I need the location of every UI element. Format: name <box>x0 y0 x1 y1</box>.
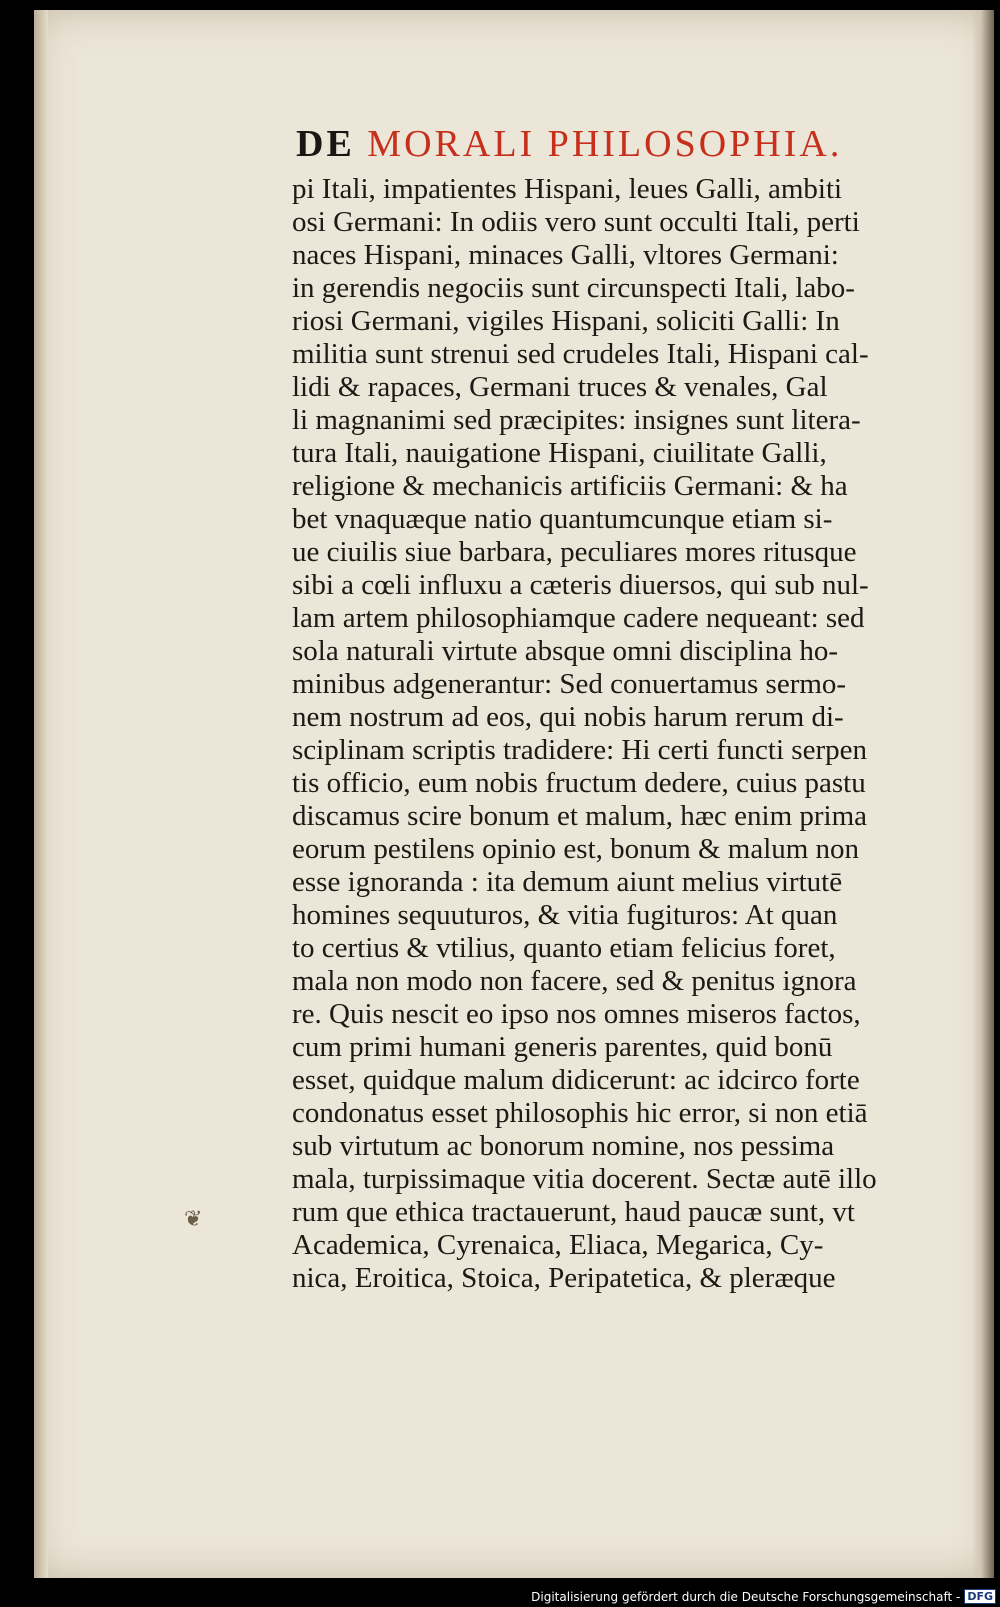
text-line: militia sunt strenui sed crudeles Itali, Hispani cal- <box>292 338 869 370</box>
text-line: ue ciuilis siue barbara, peculiares mores ritusque <box>292 536 857 568</box>
text-line: religione & mechanicis artificiis Germani: & ha <box>292 470 848 502</box>
text-line: esse ignoranda : ita demum aiunt melius virtutē <box>292 866 843 898</box>
text-line: naces Hispani, minaces Galli, vltores Germani: <box>292 239 839 271</box>
text-line: tis officio, eum nobis fructum dedere, cuius pastu <box>292 767 866 799</box>
text-line: sola naturali virtute absque omni disciplina ho- <box>292 635 839 667</box>
text-line: mala non modo non facere, sed & penitus ignora <box>292 965 857 997</box>
text-line: riosi Germani, vigiles Hispani, soliciti Galli: In <box>292 305 840 337</box>
text-line: cum primi humani generis parentes, quid bonū <box>292 1031 833 1063</box>
text-line: sub virtutum ac bonorum nomine, nos pessima <box>292 1130 835 1162</box>
book-page <box>34 10 994 1578</box>
digitization-credit <box>531 1589 996 1604</box>
text-line: lidi & rapaces, Germani truces & venales, Gal <box>292 371 828 403</box>
dfg-logo: DFG <box>964 1589 996 1604</box>
body-text <box>292 173 982 1295</box>
text-line: bet vnaquæque natio quantumcunque etiam si- <box>292 503 833 535</box>
text-line: sibi a cœli influxu a cæteris diuersos, qui sub nul- <box>292 569 869 601</box>
text-line: Academica, Cyrenaica, Eliaca, Megarica, Cy- <box>292 1229 824 1261</box>
text-line: re. Quis nescit eo ipso nos omnes miseros factos, <box>292 998 861 1030</box>
header-title: MORALI PHILOSOPHIA. <box>367 123 843 165</box>
text-line: in gerendis negociis sunt circunspecti Itali, labo- <box>292 272 855 304</box>
marginal-ink-mark: ❦ <box>184 1206 203 1231</box>
text-line: minibus adgenerantur: Sed conuertamus sermo- <box>292 668 847 700</box>
text-line: osi Germani: In odiis vero sunt occulti Itali, perti <box>292 206 860 238</box>
header-lead: DE <box>296 123 355 165</box>
text-line: mala, turpissimaque vitia docerent. Sectæ autē illo <box>292 1163 877 1195</box>
text-line: tura Itali, nauigatione Hispani, ciuilitate Galli, <box>292 437 827 469</box>
text-line: to certius & vtilius, quanto etiam felicius foret, <box>292 932 836 964</box>
text-line: rum que ethica tractauerunt, haud paucæ sunt, vt <box>292 1196 855 1228</box>
text-line: li magnanimi sed præcipites: insignes sunt litera- <box>292 404 861 436</box>
text-line: lam artem philosophiamque cadere nequeant: sed <box>292 602 865 634</box>
text-line: homines sequuturos, & vitia fugituros: At quan <box>292 899 838 931</box>
text-line: discamus scire bonum et malum, hæc enim prima <box>292 800 868 832</box>
text-line: pi Itali, impatientes Hispani, leues Galli, ambiti <box>292 173 843 205</box>
text-line: esset, quidque malum didicerunt: ac idcirco forte <box>292 1064 860 1096</box>
running-header <box>296 122 996 166</box>
text-line: sciplinam scriptis tradidere: Hi certi functi serpen <box>292 734 867 766</box>
text-line: nica, Eroitica, Stoica, Peripatetica, & pleræque <box>292 1262 836 1294</box>
text-line: eorum pestilens opinio est, bonum & malum non <box>292 833 860 865</box>
text-line: condonatus esset philosophis hic error, si non etiā <box>292 1097 868 1129</box>
credit-text: Digitalisierung gefördert durch die Deutsche Forschungsgemeinschaft - <box>531 1589 961 1604</box>
text-line: nem nostrum ad eos, qui nobis harum rerum di- <box>292 701 844 733</box>
